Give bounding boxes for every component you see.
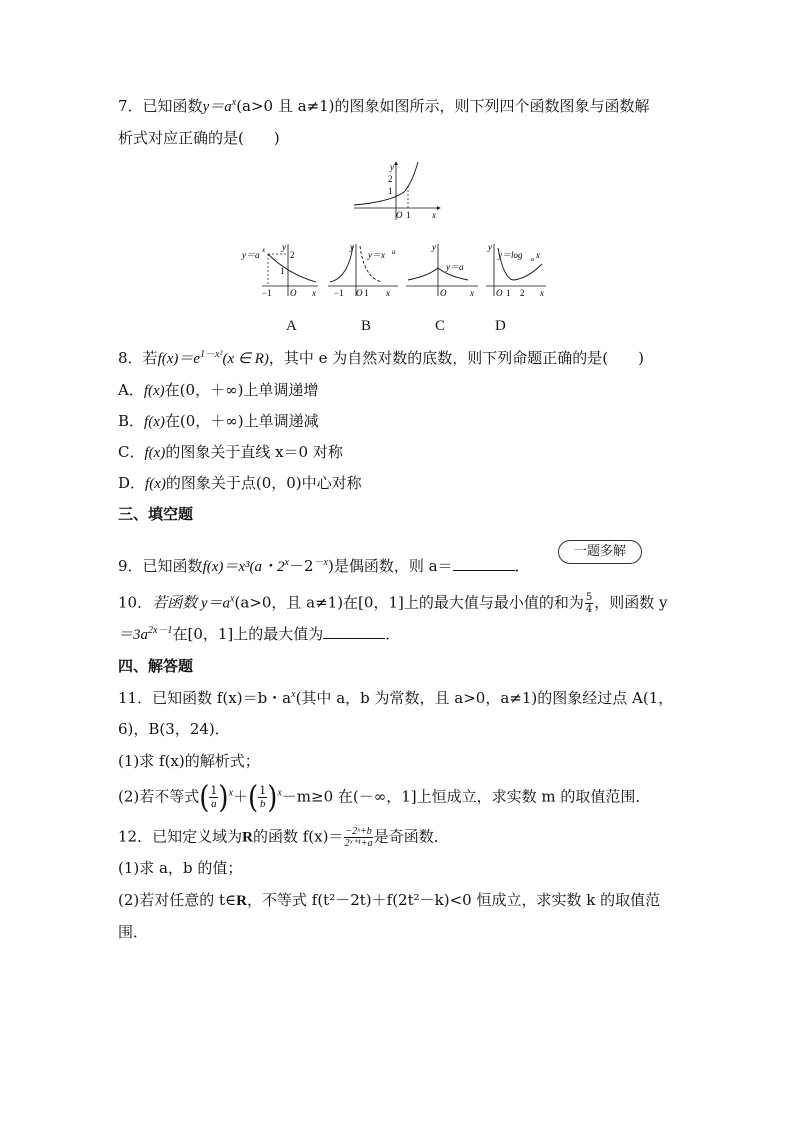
- tick-m1: −1: [262, 288, 272, 298]
- q8-domain: (x ∈ R): [222, 351, 269, 367]
- q7-condition: (a>0 且 a≠1): [236, 97, 335, 115]
- tick-m1: −1: [334, 288, 344, 298]
- q9-function: f(x)＝x³(a・2: [202, 559, 285, 575]
- option-text: 的图象关于直线 x＝0 对称: [165, 443, 343, 461]
- choice-label-a: A: [286, 318, 297, 334]
- choice-label-d: D: [495, 318, 506, 334]
- graph-c: [404, 240, 484, 298]
- x-label: x: [312, 288, 316, 298]
- tick-1: 1: [364, 288, 369, 298]
- q10-answer-blank[interactable]: [323, 624, 385, 639]
- q10-text3: ，则函数 y: [594, 593, 668, 612]
- x-label: x: [386, 288, 390, 298]
- q11-p2-rest: －m≥0 在(－∞，1]上恒成立，求实数 m 的取值范围．: [281, 787, 651, 806]
- graph-b: [326, 240, 402, 298]
- option-text: 的图象关于点(0，0)中心对称: [165, 474, 362, 492]
- tick-1: 1: [388, 186, 393, 196]
- section-3-heading: 三、填空题: [118, 505, 194, 523]
- frac-den: a: [211, 798, 217, 810]
- graph-d: [484, 240, 550, 298]
- origin: O: [356, 288, 363, 298]
- q12-part1: (1)求 a，b 的值；: [118, 859, 243, 877]
- q12-part2: [118, 890, 660, 911]
- q12-number: 12．: [118, 827, 153, 846]
- q10-sup2: 2x－1: [148, 625, 173, 636]
- label: y＝a: [242, 250, 260, 260]
- option-letter: D．: [118, 474, 146, 492]
- q10-line2: [118, 624, 400, 645]
- q8-text: 若: [142, 349, 158, 367]
- origin-label: O: [396, 210, 403, 220]
- y-label: y: [350, 242, 354, 252]
- q11-part2: [118, 779, 651, 816]
- q10-func2: ＝3a: [118, 627, 149, 643]
- origin: O: [290, 288, 297, 298]
- q12-fraction: [344, 826, 372, 849]
- q11-text: 已知函数 f(x)＝b・a: [152, 689, 292, 707]
- tick-2: 2: [520, 288, 525, 298]
- q7-number: 7．: [118, 97, 143, 115]
- graph-a: [240, 240, 322, 298]
- q8-line1: [118, 348, 644, 369]
- paren-open: (: [248, 779, 259, 816]
- q10-fraction: [585, 592, 593, 615]
- label: y＝log: [498, 250, 523, 260]
- q10-end: ．: [385, 625, 401, 643]
- q7-text: 已知函数: [142, 97, 203, 115]
- q8-option-d: [118, 473, 362, 494]
- tick-2: 2: [388, 174, 393, 184]
- q9-mid: －2: [288, 557, 314, 575]
- q10-sup: x: [230, 593, 235, 605]
- paren-close: ): [218, 779, 229, 816]
- q12-part2-cont: 围．: [118, 923, 149, 941]
- choice-label-b: B: [361, 318, 372, 334]
- option-letter: C．: [118, 443, 145, 461]
- q7-line1: [118, 96, 650, 117]
- origin: O: [440, 288, 447, 298]
- q11-line2: 6)，B(3，24)．: [118, 720, 230, 738]
- q12-R: R: [242, 829, 253, 846]
- q10-number: 10．: [118, 593, 153, 612]
- y-label: y: [432, 242, 436, 252]
- q11-sup: x: [291, 689, 296, 700]
- q8-option-a: [118, 380, 318, 401]
- tick-1: 1: [506, 288, 511, 298]
- tick-x1: 1: [406, 210, 411, 220]
- option-fx: f(x): [143, 383, 165, 399]
- origin: O: [496, 288, 503, 298]
- label: y＝a: [446, 262, 464, 272]
- option-text: 在(0，＋∞)上单调递减: [164, 412, 319, 430]
- q7-line2: 析式对应正确的是( ): [118, 129, 280, 147]
- q8-rest: ，其中 e 为自然对数的底数，则下列命题正确的是( ): [268, 349, 644, 367]
- label-sup: x: [262, 246, 266, 254]
- q9-rest: )是偶函数，则 a＝: [327, 557, 453, 575]
- q7-text2: 的图象如图所示，则下列四个函数图象与函数解: [334, 97, 650, 115]
- q9-end: ．: [514, 557, 530, 575]
- option-fx: f(x): [144, 414, 165, 430]
- q12-text2: 的函数 f(x)＝: [252, 827, 344, 846]
- paren-open: (: [199, 779, 210, 816]
- q12-text3: 是奇函数．: [373, 827, 449, 846]
- q11-text2: (其中 a，b 为常数，且 a>0，a≠1)的图象经过点 A(1，: [295, 689, 674, 707]
- q10-text2: (a>0，且 a≠1)在[0，1]上的最大值与最小值的和为: [234, 593, 584, 612]
- q11-sup-x1: x: [228, 787, 234, 799]
- option-text: 在(0，＋∞)上单调递增: [164, 381, 319, 399]
- q8-option-b: [118, 411, 319, 432]
- tick-2: 2: [290, 250, 295, 260]
- q11-p2-text: (2)若不等式: [118, 787, 200, 806]
- q9-number: 9．: [118, 557, 143, 575]
- q12-p2-rest: ，不等式 f(t²－2t)＋f(2t²－k)<0 恒成立，求实数 k 的取值范: [247, 891, 661, 909]
- option-letter: A．: [118, 381, 144, 399]
- choice-label-c: C: [435, 318, 446, 334]
- tick-1: 1: [280, 266, 285, 276]
- q7-exponent: x: [231, 97, 237, 108]
- q8-option-c: [118, 442, 343, 463]
- option-fx: f(x): [145, 476, 166, 492]
- label-x: x: [536, 250, 540, 260]
- paren-close: ): [267, 779, 278, 816]
- q9-text: 已知函数: [142, 557, 203, 575]
- option-fx: f(x): [144, 445, 166, 461]
- q7-function: y＝a: [202, 99, 232, 115]
- q9-answer-blank[interactable]: [453, 556, 515, 571]
- y-label: y: [282, 242, 286, 252]
- q11-frac1: [209, 785, 218, 810]
- q10-text4: 在[0，1]上的最大值为: [172, 625, 324, 643]
- one-question-many-solutions-badge[interactable]: 一题多解: [558, 540, 642, 564]
- frac-num: 5: [585, 592, 593, 603]
- option-letter: B．: [118, 412, 145, 430]
- q8-exponent: 1－x²: [200, 349, 223, 360]
- frac-num: −2ˣ+b: [345, 826, 372, 837]
- x-label: x: [540, 288, 544, 298]
- y-label: y: [488, 242, 492, 252]
- q12-p2-text: (2)若对任意的 t∈: [118, 891, 237, 909]
- frac-den: b: [259, 798, 266, 810]
- q9-line: [118, 556, 530, 577]
- q11-part1: (1)求 f(x)的解析式；: [118, 752, 260, 770]
- q12-text: 已知定义域为: [152, 827, 243, 846]
- section-4-heading: 四、解答题: [118, 657, 194, 675]
- label-sub: a: [531, 257, 534, 263]
- q11-frac2: [258, 785, 267, 810]
- q11-sup-x2: x: [277, 787, 282, 799]
- label: y＝x: [368, 250, 385, 260]
- x-label: x: [470, 288, 474, 298]
- q12-p2-R: R: [236, 893, 247, 909]
- q11-number: 11．: [118, 689, 153, 707]
- label-sup: a: [392, 248, 396, 256]
- q10-text: 若函数 y＝a: [152, 595, 231, 612]
- q9-sup2: －x: [313, 557, 328, 568]
- q9-sup1: x: [284, 557, 289, 568]
- q10-line1: [118, 592, 667, 615]
- q11-plus: ＋: [233, 787, 249, 806]
- exp-curve: [354, 162, 418, 205]
- q12-line1: [118, 826, 449, 849]
- x-label: x: [432, 210, 436, 220]
- frac-den: 2ˣ⁺¹+a: [344, 838, 373, 849]
- frac-num: 1: [259, 784, 267, 797]
- q8-function: f(x)＝e: [157, 351, 201, 367]
- q7-main-graph: [350, 158, 450, 224]
- frac-num: 1: [210, 784, 218, 797]
- q11-line1: [118, 688, 673, 708]
- q8-number: 8．: [118, 349, 143, 367]
- y-label: y: [390, 162, 394, 172]
- frac-den: 4: [585, 604, 593, 615]
